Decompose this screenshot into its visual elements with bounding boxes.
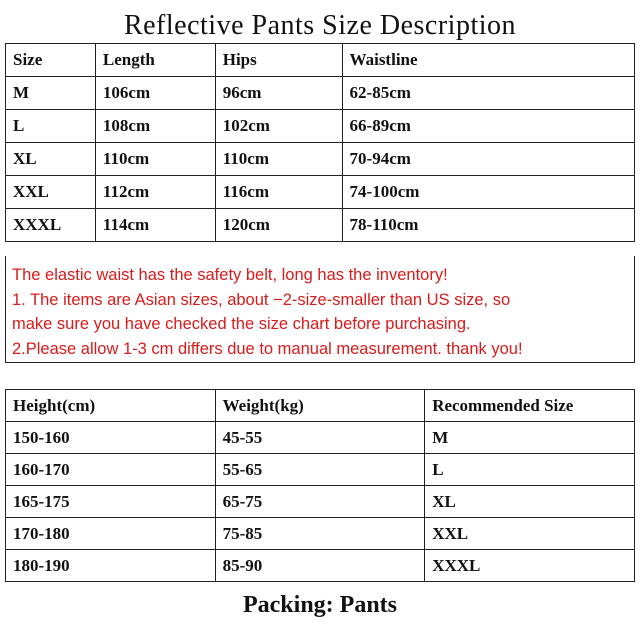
- table-cell: 160-170: [6, 454, 216, 486]
- packing-label: Packing: Pants: [242, 592, 397, 618]
- table-cell: M: [6, 77, 96, 110]
- header-cell: Height(cm): [6, 390, 216, 422]
- page-title: Reflective Pants Size Description: [123, 10, 517, 41]
- table-cell: 85-90: [215, 550, 425, 582]
- table-cell: XL: [425, 486, 635, 518]
- table-cell: XL: [6, 143, 96, 176]
- header-cell: Recommended Size: [425, 390, 635, 422]
- table-row: [6, 110, 635, 143]
- table-cell: 120cm: [215, 209, 342, 242]
- table-cell: XXXL: [6, 209, 96, 242]
- note-line: 2.Please allow 1-3 cm differs due to manual measurement. thank you!: [12, 339, 523, 358]
- table-cell: 74-100cm: [342, 176, 634, 209]
- table-cell: 112cm: [95, 176, 215, 209]
- size-notes: [12, 263, 636, 361]
- header-cell: Waistline: [342, 44, 634, 77]
- table-cell: 75-85: [215, 518, 425, 550]
- table-cell: XXL: [6, 176, 96, 209]
- table-cell: 110cm: [95, 143, 215, 176]
- table-header-row: [6, 390, 635, 422]
- table-row: [6, 209, 635, 242]
- note-line: The elastic waist has the safety belt, long has the inventory!: [12, 266, 448, 284]
- table-cell: 78-110cm: [342, 209, 634, 242]
- table-row: [6, 176, 635, 209]
- header-cell: Hips: [215, 44, 342, 77]
- table-cell: 66-89cm: [342, 110, 634, 143]
- table-cell: 114cm: [95, 209, 215, 242]
- table-cell: 45-55: [215, 422, 425, 454]
- table-cell: XXXL: [425, 550, 635, 582]
- table-cell: 65-75: [215, 486, 425, 518]
- table-row: [6, 518, 635, 550]
- table-cell: 55-65: [215, 454, 425, 486]
- table-header-row: [6, 44, 635, 77]
- table-cell: 96cm: [215, 77, 342, 110]
- size-table: [5, 43, 635, 242]
- table-row: [6, 486, 635, 518]
- table-cell: 62-85cm: [342, 77, 634, 110]
- table-row: [6, 454, 635, 486]
- table-row: [6, 77, 635, 110]
- header-cell: Weight(kg): [215, 390, 425, 422]
- header-cell: Length: [95, 44, 215, 77]
- table-cell: 70-94cm: [342, 143, 634, 176]
- height-weight-table: [5, 389, 635, 582]
- table-cell: XXL: [425, 518, 635, 550]
- table-cell: 102cm: [215, 110, 342, 143]
- note-line: make sure you have checked the size chart before purchasing.: [12, 315, 471, 333]
- header-cell: Size: [6, 44, 96, 77]
- table-cell: L: [6, 110, 96, 143]
- table-cell: 150-160: [6, 422, 216, 454]
- table-cell: 165-175: [6, 486, 216, 518]
- table-cell: 116cm: [215, 176, 342, 209]
- table-cell: 108cm: [95, 110, 215, 143]
- table-cell: 106cm: [95, 77, 215, 110]
- table-row: [6, 550, 635, 582]
- table-cell: L: [425, 454, 635, 486]
- table-cell: 170-180: [6, 518, 216, 550]
- note-line: 1. The items are Asian sizes, about −2-size-smaller than US size, so: [12, 290, 511, 309]
- table-cell: 110cm: [215, 143, 342, 176]
- table-cell: 180-190: [6, 550, 216, 582]
- table-row: [6, 422, 635, 454]
- table-row: [6, 143, 635, 176]
- table-cell: M: [425, 422, 635, 454]
